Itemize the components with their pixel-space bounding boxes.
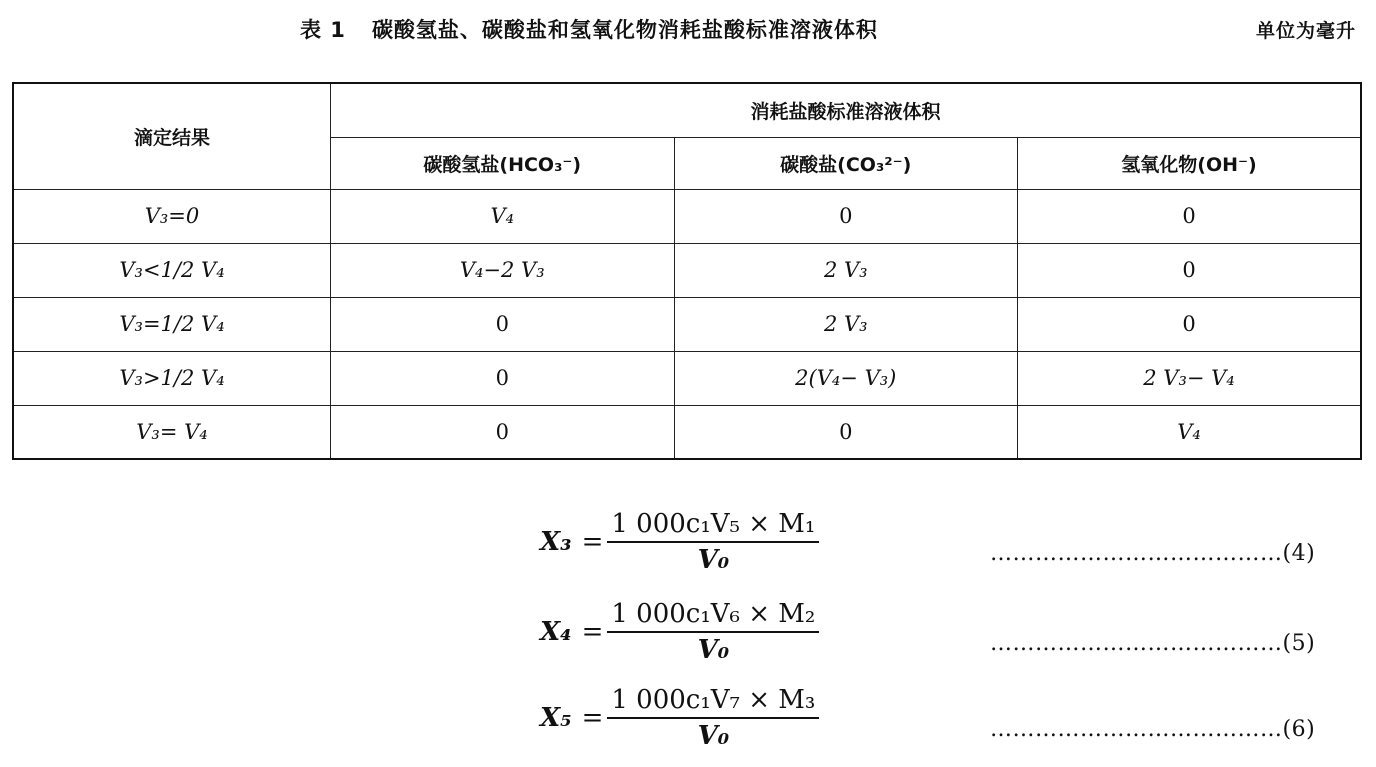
value-cell: 0 — [331, 351, 675, 405]
header-volume-group: 消耗盐酸标准溶液体积 — [331, 83, 1362, 137]
denominator: V₀ — [697, 545, 730, 575]
value-cell: 0 — [1018, 243, 1362, 297]
equals-sign: = — [581, 527, 604, 557]
formula-block — [0, 495, 1376, 765]
volume-table — [12, 82, 1362, 460]
table-row — [13, 189, 1361, 243]
numerator: 1 000c₁V₇ × M₃ — [607, 685, 819, 719]
condition-cell: V₃>1/2 V₄ — [13, 351, 331, 405]
value-cell: 0 — [1018, 189, 1362, 243]
table-caption — [300, 14, 1100, 44]
value-cell: 2 V₃ — [674, 297, 1018, 351]
value-cell: V₄ — [1018, 405, 1362, 459]
condition-cell: V₃<1/2 V₄ — [13, 243, 331, 297]
equation-number — [990, 717, 1315, 742]
table-number: 表 1 — [300, 18, 346, 42]
leader-dots: ………………………………… — [990, 717, 1283, 742]
leader-dots: ………………………………… — [990, 631, 1283, 656]
col-carbonate: 碳酸盐(CO₃²⁻) — [674, 137, 1018, 189]
formula-lhs: X₄ — [540, 617, 572, 647]
value-cell: V₄−2 V₃ — [331, 243, 675, 297]
fraction — [607, 509, 819, 575]
numerator: 1 000c₁V₆ × M₂ — [607, 599, 819, 633]
equation-number — [990, 631, 1315, 656]
denominator: V₀ — [697, 635, 730, 665]
equation-label: (5) — [1282, 631, 1316, 656]
leader-dots: ………………………………… — [990, 541, 1283, 566]
header-titration-result: 滴定结果 — [13, 83, 331, 189]
value-cell: 2 V₃− V₄ — [1018, 351, 1362, 405]
value-cell: 2(V₄− V₃) — [674, 351, 1018, 405]
value-cell: V₄ — [331, 189, 675, 243]
value-cell: 0 — [674, 189, 1018, 243]
value-cell: 2 V₃ — [674, 243, 1018, 297]
denominator: V₀ — [697, 721, 730, 751]
equation-label: (6) — [1282, 717, 1316, 742]
value-cell: 0 — [1018, 297, 1362, 351]
table-row — [13, 405, 1361, 459]
col-bicarbonate: 碳酸氢盐(HCO₃⁻) — [331, 137, 675, 189]
equals-sign: = — [581, 617, 604, 647]
formula-x5 — [540, 675, 819, 761]
condition-cell: V₃= V₄ — [13, 405, 331, 459]
table-row — [13, 243, 1361, 297]
formula-lhs: X₅ — [540, 703, 572, 733]
equation-number — [990, 541, 1315, 566]
formula-lhs: X₃ — [540, 527, 572, 557]
value-cell: 0 — [331, 297, 675, 351]
col-hydroxide: 氢氧化物(OH⁻) — [1018, 137, 1362, 189]
formula-x3 — [540, 499, 819, 585]
condition-cell: V₃=0 — [13, 189, 331, 243]
table-row — [13, 297, 1361, 351]
value-cell: 0 — [674, 405, 1018, 459]
condition-cell: V₃=1/2 V₄ — [13, 297, 331, 351]
unit-note: 单位为毫升 — [1255, 20, 1356, 42]
equals-sign: = — [581, 703, 604, 733]
fraction — [607, 599, 819, 665]
formula-x4 — [540, 589, 819, 675]
numerator: 1 000c₁V₅ × M₁ — [607, 509, 819, 543]
fraction — [607, 685, 819, 751]
value-cell: 0 — [331, 405, 675, 459]
equation-label: (4) — [1282, 541, 1316, 566]
table-row — [13, 351, 1361, 405]
table-title: 碳酸氢盐、碳酸盐和氢氧化物消耗盐酸标准溶液体积 — [371, 18, 878, 42]
